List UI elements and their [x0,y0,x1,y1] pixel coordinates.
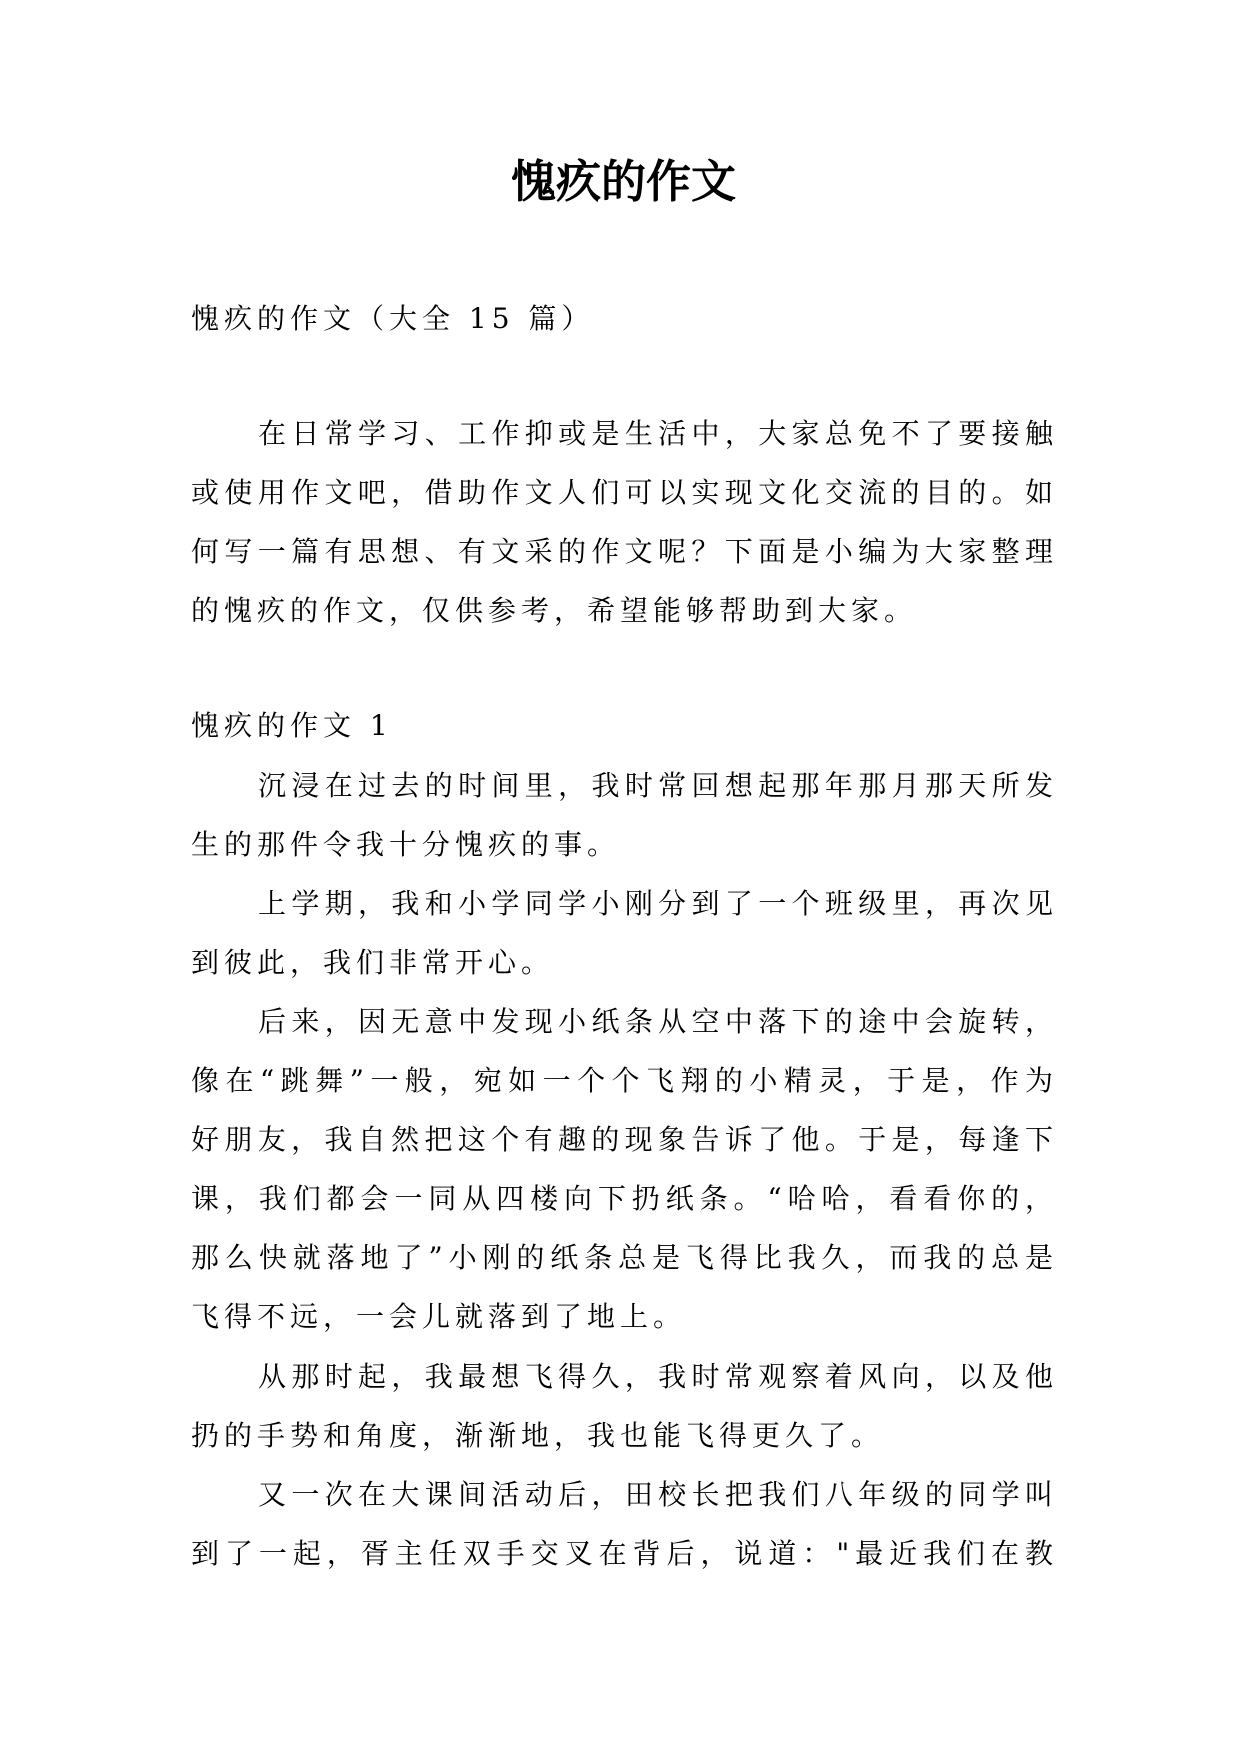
paragraph-line: 何写一篇有思想、有文采的作文呢？下面是小编为大家整理 [191,535,1058,569]
paragraph [191,992,1058,1347]
paragraph-line: 从那时起，我最想飞得久，我时常观察着风向，以及他 [258,1359,1058,1393]
paragraph-line: 到了一起，胥主任双手交叉在背后，说道："最近我们在教 [191,1536,1058,1570]
paragraph-line: 沉浸在过去的时间里，我时常回想起那年那月那天所发 [258,768,1058,802]
document-body [191,289,1058,1583]
paragraph-line: 那么快就落地了”小刚的纸条总是飞得比我久，而我的总是 [191,1241,1058,1275]
paragraph-line: 到彼此，我们非常开心。 [191,945,555,979]
paragraph-line: 在日常学习、工作抑或是生活中，大家总免不了要接触 [258,417,1058,451]
intro-paragraph [191,404,1058,640]
paragraph [191,756,1058,874]
paragraph-line: 课，我们都会一同从四楼向下扔纸条。“哈哈，看看你的， [191,1182,1058,1216]
document-title: 愧疚的作文 [510,155,736,208]
paragraph-line: 生的那件令我十分愧疚的事。 [191,827,621,861]
paragraph [191,1347,1058,1465]
paragraph-line: 飞得不远，一会儿就落到了地上。 [191,1300,687,1334]
paragraph-line: 好朋友，我自然把这个有趣的现象告诉了他。于是，每逢下 [191,1123,1058,1157]
paragraph-line: 像在“跳舞”一般，宛如一个个飞翔的小精灵，于是，作为 [191,1064,1058,1098]
paragraph [191,874,1058,992]
paragraph-line: 或使用作文吧，借助作文人们可以实现文化交流的目的。如 [191,476,1058,510]
paragraph [191,1465,1058,1583]
paragraph-line: 又一次在大课间活动后，田校长把我们八年级的同学叫 [258,1477,1058,1511]
paragraph-line: 后来，因无意中发现小纸条从空中落下的途中会旋转， [258,1004,1058,1038]
document-subtitle: 愧疚的作文（大全 15 篇） [191,302,595,335]
paragraph-line: 上学期，我和小学同学小刚分到了一个班级里，再次见 [258,886,1058,920]
section-heading: 愧疚的作文 1 [191,709,393,743]
paragraph-line: 扔的手势和角度，渐渐地，我也能飞得更久了。 [191,1418,885,1452]
paragraph-line: 的愧疚的作文，仅供参考，希望能够帮助到大家。 [191,594,918,628]
